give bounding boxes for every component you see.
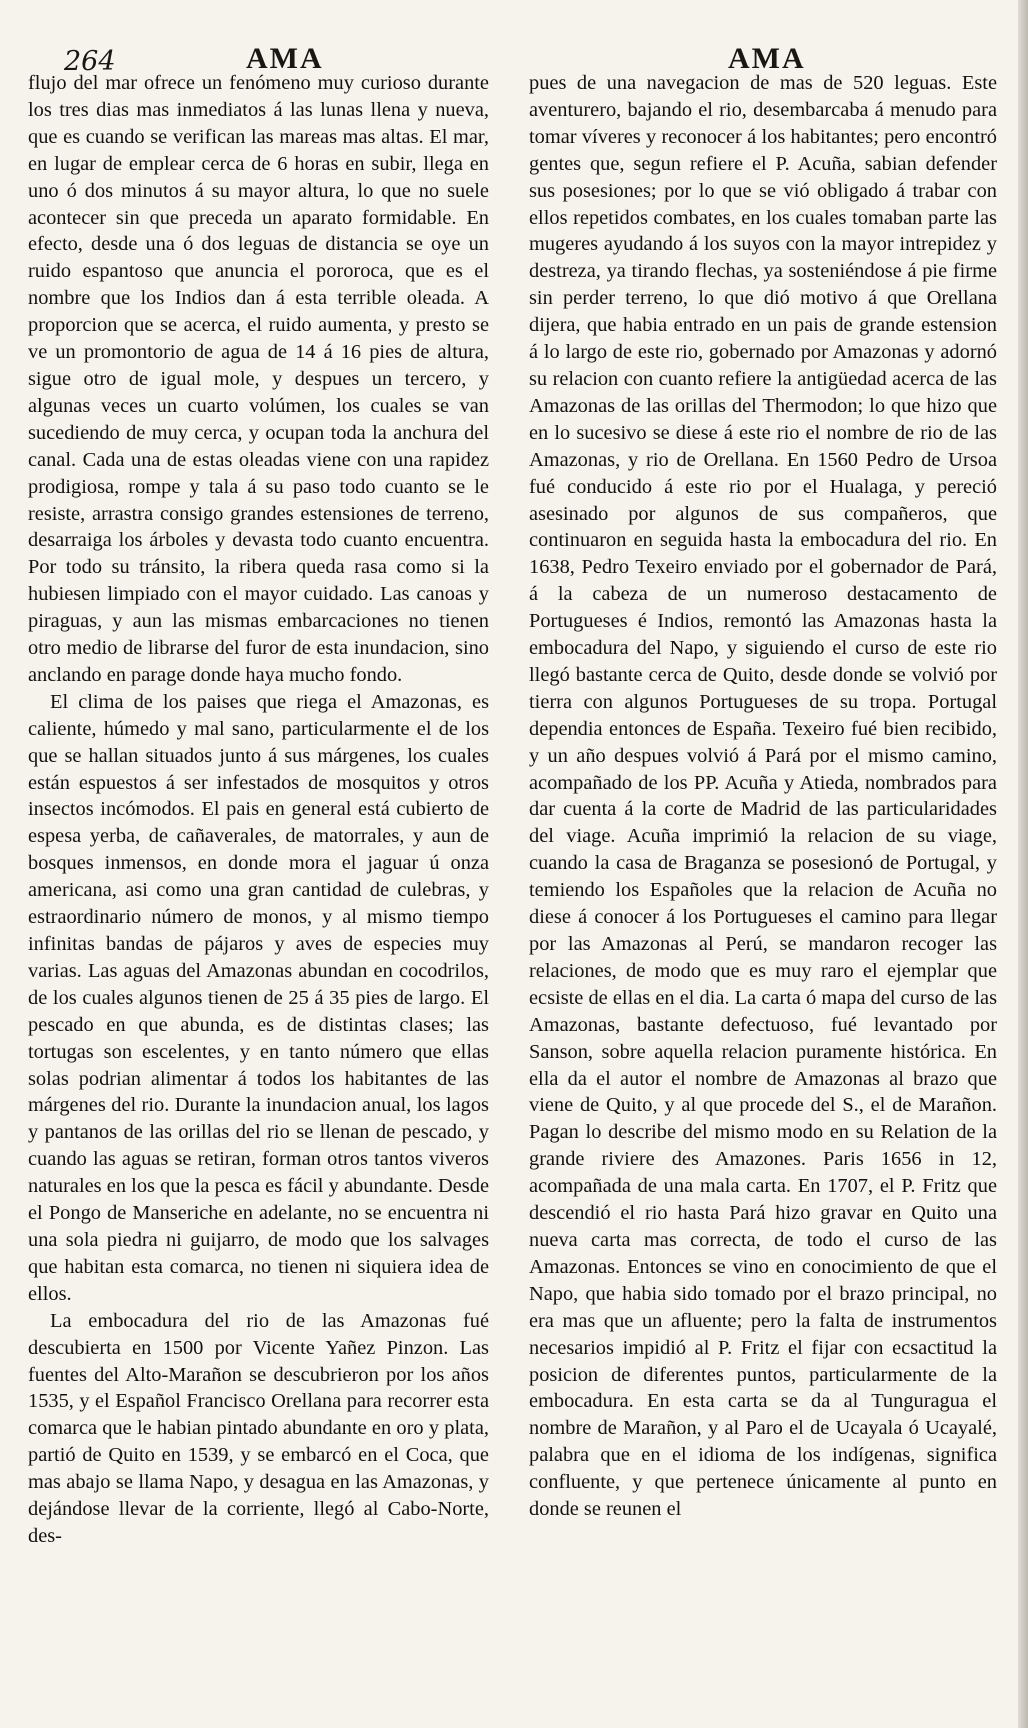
- right-paragraph-1: pues de una navegacion de mas de 520 leguas. Este aventurero, bajando el rio, desembarcaba á menudo para tomar víveres y reconocer á los habitantes; pero encontró gentes que, segun refiere el P. Acuña, sabian defender sus posesiones; por lo que se vió obligado á trabar con ellos repetidos combates, en los cuales tomaban parte las mugeres ayudando á los suyos con la mayor intrepidez y destreza, ya tirando flechas, ya sosteniéndose á pie firme sin perder terreno, lo que dió motivo á que Orellana dijera, que habia entrado en un pais de grande estension á lo largo de este rio, gobernado por Amazonas y adornó su relacion con cuanto refiere la antigüedad acerca de las Amazonas de las orillas del Thermodon; lo que hizo que en lo sucesivo se diese á este rio el nombre de rio de las Amazonas, y rio de Orellana. En 1560 Pedro de Ursoa fué conducido á este rio por el Hualaga, y pereció asesinado por algunos de sus compañeros, que continuaron en seguida hasta la embocadura del rio. En 1638, Pedro Texeiro enviado por el gobernador de Pará, á la cabeza de un numeroso destacamento de Portugueses é Indios, remontó las Amazonas hasta la embocadura del Napo, y siguiendo el curso de este rio llegó bastante cerca de Quito, desde donde se volvió por tierra con algunos Portugueses de su tropa. Portugal dependia entonces de España. Texeiro fué bien recibido, y un año despues volvió á Pará por el mismo camino, acompañado de los PP. Acuña y Atieda, nombrados para dar cuenta á la corte de Madrid de las particularidades del viage. Acuña imprimió la relacion de su viage, cuando la casa de Braganza se posesionó de Portugal, y temiendo los Españoles que la relacion de Acuña no diese á conocer á los Portugueses el camino para llegar por las Amazonas al Perú, se mandaron recoger las relaciones, de modo que es muy raro el ejemplar que ecsiste de ellas en el dia. La carta ó mapa del curso de las Amazonas, bastante defectuoso, fué levantado por Sanson, sobre aquella relacion puramente histórica. En ella da el autor el nombre de Amazonas al brazo que viene de Quito, y al que procede del S., el de Marañon. Pagan lo describe del mismo modo en su Relation de la grande riviere des Amazones. Paris 1656 in 12, acompañada de una mala carta. En 1707, el P. Fritz que descendió el rio hasta Pará hizo gravar en Quito una nueva carta mas correcta, de todo el curso de las Amazonas. Entonces se vino en conocimiento de que el Napo, que habia sido tomado por el brazo principal, no era mas que un afluente; pero la falta de instrumentos necesarios impidió al P. Fritz el fijar con ecsactitud la posicion de diferentes puntos, particularmente de la embocadura. En esta carta se da al Tunguragua el nombre de Marañon, y al Paro el de Ucayala ó Ucayalé, palabra que en el idioma de los indígenas, significa confluente, y que pertenece únicamente al punto en donde se reunen el: [529, 72, 997, 1521]
- left-paragraph-3: La embocadura del rio de las Amazonas fué descubierta en 1500 por Vicente Yañez Pinzon. Las fuentes del Alto-Marañon se descubrieron por los años 1535, y el Español Francisco Orellana para recorrer esta comarca que le habian pintado abundante en oro y plata, partió de Quito en 1539, y se embarcó en el Coca, que mas abajo se llama Napo, y desagua en las Amazonas, y dejándose llevar de la corriente, llegó al Cabo-Norte, des-: [28, 1309, 489, 1547]
- page-number: 264: [64, 46, 116, 77]
- running-head-left: AMA: [246, 42, 324, 75]
- right-column: [529, 70, 997, 1700]
- left-column: [28, 70, 489, 1700]
- page-edge-shadow: [1018, 0, 1028, 1728]
- left-paragraph-2: El clima de los paises que riega el Amazonas, es caliente, húmedo y mal sano, particularmente el de los que se hallan situados junto á sus márgenes, los cuales están espuestos á ser infestados de mosquitos y otros insectos incómodos. El pais en general está cubierto de espesa yerba, de cañaverales, de matorrales, y aun de bosques inmensos, en donde mora el jaguar ú onza americana, asi como una gran cantidad de culebras, y estraordinario número de monos, y al mismo tiempo infinitas bandas de pájaros y aves de especies muy varias. Las aguas del Amazonas abundan en cocodrilos, de los cuales algunos tienen de 25 á 35 pies de largo. El pescado en que abunda, es de distintas clases; las tortugas son escelentes, y en tanto número que ellas solas podrian alimentar á todos los habitantes de las márgenes del rio. Durante la inundacion anual, los lagos y pantanos de las orillas del rio se llenan de pescado, y cuando las aguas se retiran, forman otros tantos viveros naturales en los que la pesca es fácil y abundante. Desde el Pongo de Manseriche en adelante, no se encuentra ni una sola piedra ni guijarro, de modo que los salvages que habitan esta comarca, no tienen ni siquiera idea de ellos.: [28, 690, 489, 1305]
- running-head-right: AMA: [728, 42, 806, 75]
- left-paragraph-1: flujo del mar ofrece un fenómeno muy curioso durante los tres dias mas inmediatos á las lunas llena y nueva, que es cuando se verifican las mareas mas altas. El mar, en lugar de emplear cerca de 6 horas en subir, llega en uno ó dos minutos á su mayor altura, lo que no suele acontecer sin que preceda un aparato formidable. En efecto, desde una ó dos leguas de distancia se oye un ruido espantoso que anuncia el pororoca, que es el nombre que los Indios dan á esta terrible oleada. A proporcion que se acerca, el ruido aumenta, y presto se ve un promontorio de agua de 14 á 16 pies de altura, sigue otro de igual mole, y despues un tercero, y algunas veces un cuarto volúmen, los cuales se van sucediendo de muy cerca, y ocupan toda la anchura del canal. Cada una de estas oleadas viene con una rapidez prodigiosa, rompe y tala á su paso todo cuanto se le resiste, arrastra consigo grandes estensiones de terreno, desarraiga los árboles y devasta todo cuanto encuentra. Por todo su tránsito, la ribera queda rasa como si la hubiesen limpiado con el mayor cuidado. Las canoas y piraguas, y aun las mismas embarcaciones no tienen otro medio de librarse del furor de esta inundacion, sino anclando en parage donde haya mucho fondo.: [28, 72, 489, 686]
